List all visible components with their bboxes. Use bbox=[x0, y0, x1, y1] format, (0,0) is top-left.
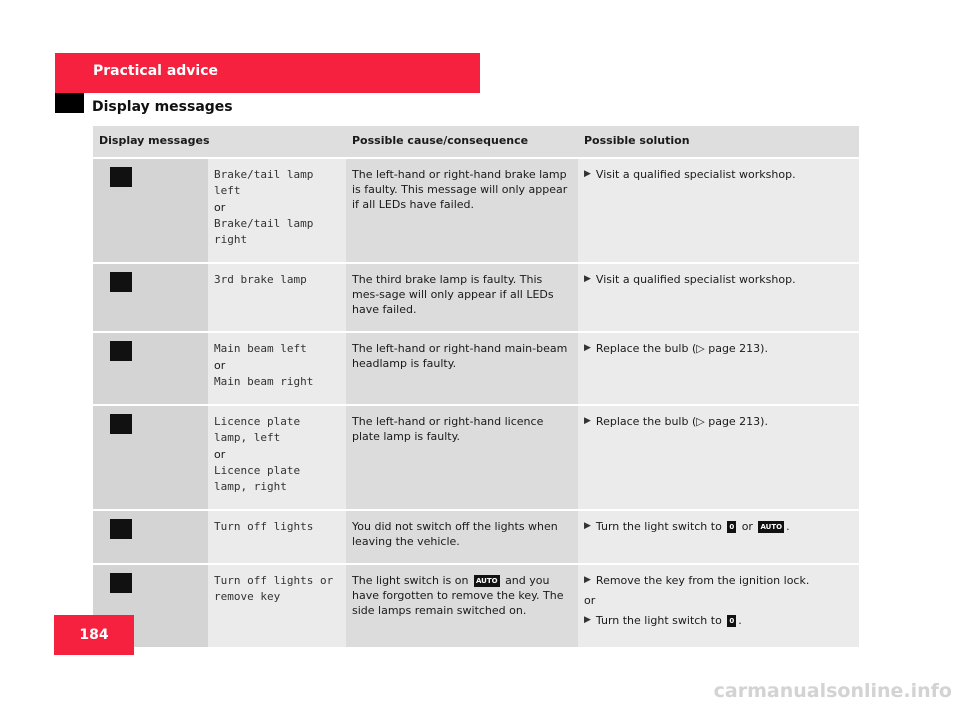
solution-text: Visit a qualified specialist workshop. bbox=[595, 273, 796, 286]
message-text: lamp, right bbox=[214, 480, 287, 493]
message-text: right bbox=[214, 233, 248, 246]
or-text: or bbox=[584, 594, 596, 607]
bullet-arrow-icon: ▶ bbox=[584, 521, 591, 531]
light-switch-auto-icon: AUTO bbox=[475, 577, 498, 585]
cause-text: The left-hand or right-hand licence plate lamp is faulty. bbox=[346, 406, 578, 511]
bullet-arrow-icon: ▶ bbox=[584, 274, 591, 284]
or-text: or bbox=[214, 201, 226, 214]
message-text: Licence plate bbox=[214, 464, 301, 477]
bullet-arrow-icon: ▶ bbox=[584, 615, 591, 625]
message-text: Main beam left bbox=[214, 342, 307, 355]
lamp-warning-icon bbox=[110, 573, 132, 593]
message-text: Main beam right bbox=[214, 375, 314, 388]
table-row bbox=[93, 264, 859, 333]
lamp-warning-icon bbox=[110, 414, 132, 434]
lamp-warning-icon bbox=[110, 341, 132, 361]
bullet-arrow-icon: ▶ bbox=[584, 416, 591, 426]
table-header-row bbox=[93, 126, 859, 159]
cause-text: The light switch is on bbox=[352, 574, 469, 587]
or-text: or bbox=[214, 359, 226, 372]
table-row bbox=[93, 159, 859, 264]
light-switch-auto-icon: AUTO bbox=[760, 523, 783, 531]
solution-text: Visit a qualified specialist workshop. bbox=[595, 168, 796, 181]
cause-text: You did not switch off the lights when leaving the vehicle. bbox=[346, 511, 578, 565]
solution-text: or bbox=[741, 520, 753, 533]
message-text: Turn off lights bbox=[214, 520, 314, 533]
table-row bbox=[93, 333, 859, 406]
table-row bbox=[93, 511, 859, 565]
solution-text: Replace the bulb (▷ page 213). bbox=[595, 342, 768, 355]
display-messages-table bbox=[93, 126, 859, 649]
solution-text: . bbox=[738, 614, 742, 627]
bullet-arrow-icon: ▶ bbox=[584, 169, 591, 179]
page-number: 184 bbox=[54, 615, 134, 655]
lamp-warning-icon bbox=[110, 167, 132, 187]
bullet-arrow-icon: ▶ bbox=[584, 575, 591, 585]
solution-text: Replace the bulb (▷ page 213). bbox=[595, 415, 768, 428]
lamp-warning-icon bbox=[110, 272, 132, 292]
table-row bbox=[93, 406, 859, 511]
cause-text: and you have forgotten to remove the key. The side lamps remain switched on. bbox=[352, 574, 564, 617]
or-text: or bbox=[214, 448, 226, 461]
message-text: 3rd brake lamp bbox=[214, 273, 307, 286]
light-switch-off-icon: 0 bbox=[729, 617, 735, 625]
subsection-title: Display messages bbox=[92, 99, 233, 115]
lamp-warning-icon bbox=[110, 519, 132, 539]
solution-text: . bbox=[786, 520, 790, 533]
watermark: carmanualsonline.info bbox=[713, 680, 952, 702]
solution-text: Remove the key from the ignition lock. bbox=[595, 574, 810, 587]
section-title: Practical advice bbox=[93, 63, 219, 79]
cause-text: The third brake lamp is faulty. This mes-sage will only appear if all LEDs have failed. bbox=[346, 264, 578, 333]
message-text: remove key bbox=[214, 590, 281, 603]
message-text: Brake/tail lamp bbox=[214, 168, 314, 181]
col-possible-cause: Possible cause/consequence bbox=[346, 126, 578, 159]
col-possible-solution: Possible solution bbox=[578, 126, 859, 159]
subsection-marker bbox=[55, 93, 84, 113]
bullet-arrow-icon: ▶ bbox=[584, 343, 591, 353]
message-text: Brake/tail lamp bbox=[214, 217, 314, 230]
light-switch-off-icon: 0 bbox=[729, 523, 735, 531]
col-display-messages: Display messages bbox=[93, 126, 346, 159]
message-text: Turn off lights or bbox=[214, 574, 334, 587]
solution-text: Turn the light switch to bbox=[595, 614, 722, 627]
solution-text: Turn the light switch to bbox=[595, 520, 722, 533]
message-text: Licence plate bbox=[214, 415, 301, 428]
cause-text: The left-hand or right-hand brake lamp is faulty. This message will only appear if all LEDs have failed. bbox=[346, 159, 578, 264]
cause-text: The left-hand or right-hand main-beam headlamp is faulty. bbox=[346, 333, 578, 406]
message-text: left bbox=[214, 184, 241, 197]
table-row bbox=[93, 565, 859, 649]
message-text: lamp, left bbox=[214, 431, 281, 444]
